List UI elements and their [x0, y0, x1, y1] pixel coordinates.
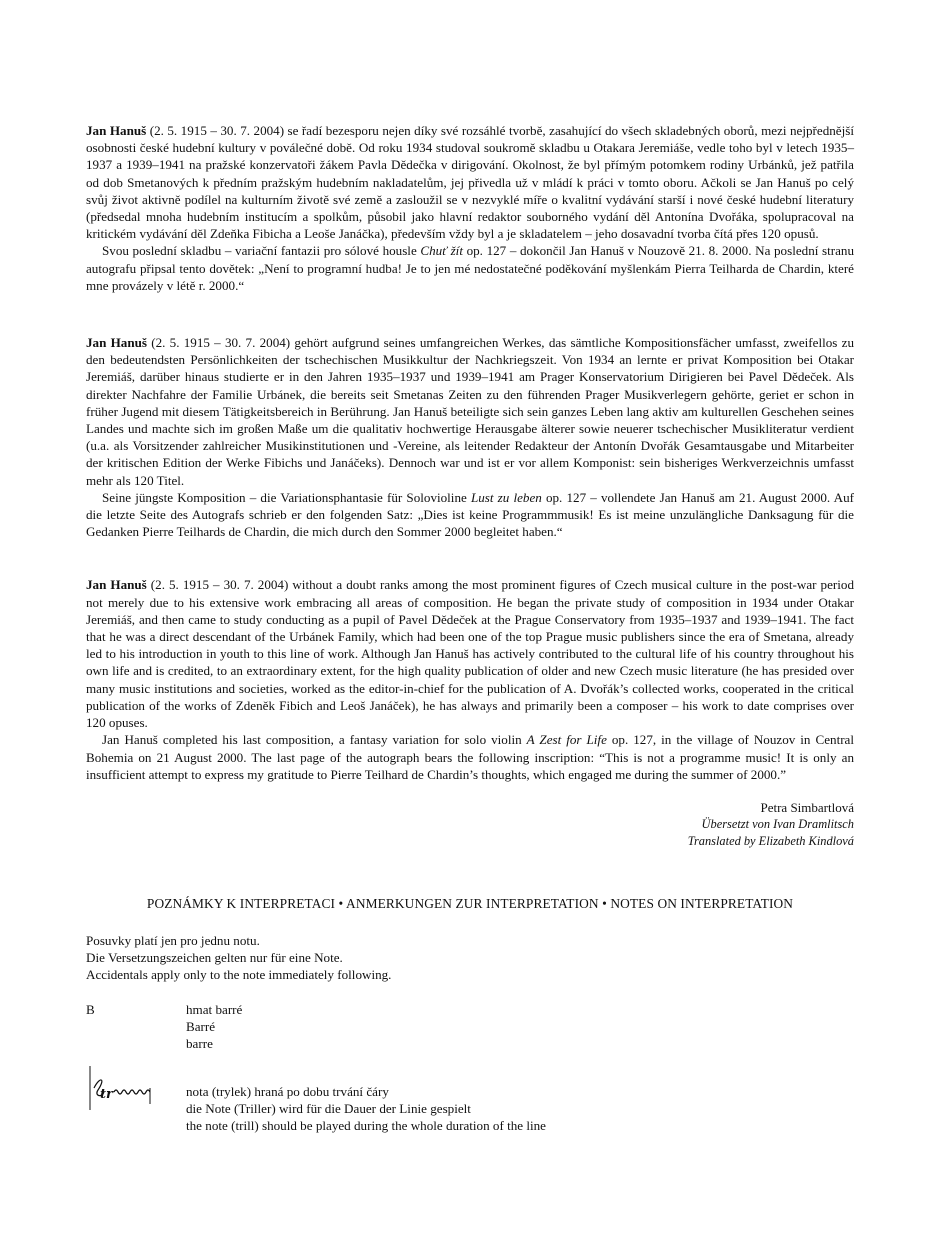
czech-paragraph-2-end: op. 127 – dokončil Jan Hanuš v Nouzově 21. 8. 2000. Na poslední stranu autografu připsal tento dovětek: „Není to programní hudba! Je to jen mé nedostatečné poděkování myšlenkám Pierra Teilharda de Chardin, které mne provázely v létě r. 2000.“ [86, 243, 854, 293]
czech-biography [86, 122, 854, 294]
svg-text:tr: tr [100, 1086, 113, 1102]
english-paragraph-1: (2. 5. 1915 – 30. 7. 2004) without a doubt ranks among the most prominent figures of Czech musical culture in the post-war period not merely due to his extensive work embracing all areas of composition. He began the private study of composition in 1934 under Otakar Jeremiáš, and then came to study conducting as a pupil of Pavel Dědeček at the Prague Conservatory from 1935–1937 and 1939–1941. The fact that he was a direct descendant of the Urbánek Family, which had been one of the top Prague music publishers since the era of Smetana, already led to his introduction in youth to this line of work. Although Jan Hanuš has actively contributed to the cultural life of his country throughout his own life and is credited, to an extraordinary extent, for the high quality publication of older and new Czech music literature (he has presided over many music institutions and societies, worked as the editor-in-chief for the publication of A. Dvořák’s collected works, cooperated in the critical publication of the works of Zdeněk Fibich and Leoš Janáček), he has always and primarily been a composer – his work to date comprises over 120 opuses. [86, 577, 854, 731]
accidentals-de: Die Versetzungszeichen gelten nur für eine Note. [86, 949, 343, 965]
english-biography [86, 576, 854, 782]
notes-heading: POZNÁMKY K INTERPRETACI • ANMERKUNGEN ZUR INTERPRETATION • NOTES ON INTERPRETATION [146, 895, 794, 911]
accidentals-note [86, 932, 854, 983]
german-paragraph-2-end: op. 127 – vollendete Jan Hanuš am 21. August 2000. Auf die letzte Seite des Autografs schrieb er den folgenden Satz: „Dies ist keine Programmmusik! Es ist meine unzulängliche Danksagung für die Gedanken Pierre Teilhards de Chardin, die mich durch den Sommer 2000 begleitet haben.“ [86, 489, 854, 540]
german-translator: Übersetzt von Ivan Dramlitsch [701, 816, 854, 831]
author-name: Petra Simbartlová [760, 799, 854, 815]
accidentals-en: Accidentals apply only to the note immediately following. [86, 966, 392, 982]
work-title: A Zest for Life [526, 732, 607, 748]
work-title: Chuť žít [420, 243, 463, 259]
barre-explanation [86, 1001, 854, 1052]
work-title: Lust zu leben [470, 489, 542, 505]
trill-line-icon [86, 1066, 186, 1126]
barre-cz: hmat barré [186, 1001, 243, 1017]
composer-name: Jan Hanuš [86, 577, 147, 593]
czech-paragraph-1: (2. 5. 1915 – 30. 7. 2004) se řadí bezesporu nejen díky své rozsáhlé tvorbě, zasahující do všech skladebných oborů, mezi nejpřednější osobnosti české hudební kultury v poválečné době. Od roku 1934 studoval soukromě skladbu u Otakara Jeremiáše, vedle toho byl v letech 1935–1937 a 1939–1941 na pražské konzervatoři žákem Pavla Dědečka v dirigování. Okolnost, že byl přímým potomkem rodiny Urbánků, jež patřila od dob Smetanových k předním pražským hudebním nakladatelům, jej přivedla už v mládí k práci v tomto oboru. Ačkoli se Jan Hanuš po celý svůj život aktivně podílel na kulturním životě své země a zasloužil se v nezvyklé míře o kvalitní vydávání starší i nové české hudební literatury (předsedal mnoha hudebním institucím a spolkům, působil jako hlavní redaktor souborného vydání děl Antonína Dvořáka, spolupracoval na kritickém vydávání děl Zdeňka Fibicha a Leoše Janáčka), především vždy byl a je skladatelem – jeho dosavadní tvorba čítá přes 120 opusů. [86, 123, 854, 242]
czech-paragraph-2-start: Svou poslední skladbu – variační fantazii pro sólové housle [102, 243, 421, 259]
trill-en: the note (trill) should be played during the whole duration of the line [186, 1117, 546, 1133]
english-paragraph-2-end: op. 127, in the village of Nouzov in Central Bohemia on 21 August 2000. The last page of the autograph bears the following inscription: “This is not a programme music! It is only an insufficient attempt to express my gratitude to Pierre Teilhard de Chardin’s thoughts, which engaged me during the summer of 2000.” [86, 732, 855, 782]
english-paragraph-2-start: Jan Hanuš completed his last composition, a fantasy variation for solo violin [102, 732, 527, 748]
trill-cz: nota (trylek) hraná po dobu trvání čáry [186, 1083, 389, 1099]
composer-name: Jan Hanuš [86, 335, 148, 351]
composer-name: Jan Hanuš [86, 123, 147, 138]
credits [86, 799, 854, 850]
english-translator: Translated by Elizabeth Kindlová [687, 833, 854, 848]
barre-en: barre [186, 1035, 213, 1051]
trill-de: die Note (Triller) wird für die Dauer der Linie gespielt [186, 1100, 471, 1116]
barre-symbol: B [86, 1001, 95, 1017]
page-content [86, 122, 854, 1134]
german-paragraph-1: (2. 5. 1915 – 30. 7. 2004) gehört aufgrund seines umfangreichen Werkes, das sämtliche Kompositionsfächer umfasst, zweifellos zu den bedeutendsten Persönlichkeiten der tschechischen Musikkultur der Nachkriegszeit. Von 1934 an lernte er privat Komposition bei Otakar Jeremiáš, darüber hinaus studierte er in den Jahren 1935–1937 und 1939–1941 am Prager Konservatorium Dirigieren bei Pavel Dědeček. Als direkter Nachfahre der Familie Urbánek, die bereits seit Smetanas Zeiten zu den führenden Prager Musikverlegern gehörte, geriet er schon in früher Jugend mit diesem Tätigkeitsbereich in Berührung. Jan Hanuš beteiligte sich sein ganzes Leben lang aktiv am kulturellen Geschehen seines Landes und machte sich im großen Maße um die qualitativ hochwertige Herausgabe älterer sowie neuerer tschechischer Musikliteratur verdient (u.a. als Vorsitzender zahlreicher Musikinstitutionen und -Vereine, als leitender Redakteur der Antonín Dvořák Gesamtausgabe und Mitarbeiter der kritischen Edition der Werke Fibichs und Janáčeks). Dennoch war und ist er vor allem Komponist: sein bisheriges Werkverzeichnis umfasst mehr als 120 Titel. [86, 335, 854, 488]
accidentals-cz: Posuvky platí jen pro jednu notu. [86, 932, 260, 948]
trill-explanation [86, 1066, 854, 1134]
german-biography [86, 334, 854, 540]
barre-de: Barré [186, 1018, 216, 1034]
german-paragraph-2-start: Seine jüngste Komposition – die Variationsphantasie für Solovioline [102, 489, 471, 505]
